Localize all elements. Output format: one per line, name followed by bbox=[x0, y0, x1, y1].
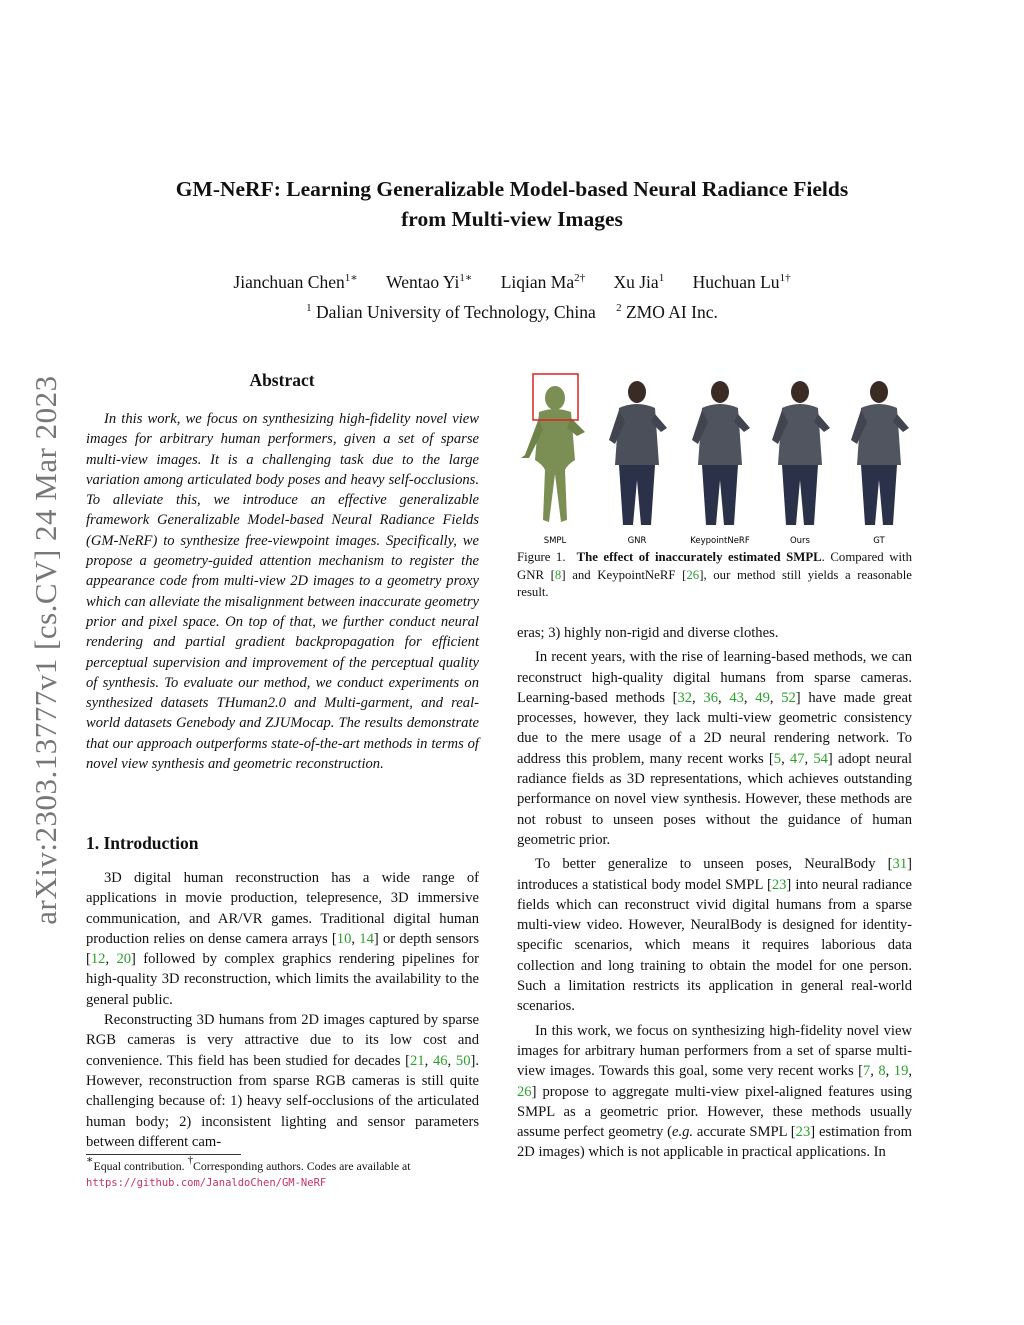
citation-link[interactable]: 32 bbox=[677, 689, 693, 706]
author: Wentao $Yi^{1∗}$ bbox=[386, 272, 473, 292]
abstract-text: In this work, we focus on synthesizing high-fidelity novel view images for arbitrary human performers, given a set of sparse multi-view images. It is a challenging task due to the large variation among articulated body poses and heavy self-occlusions. To alleviate this, we introduce an effective generalizable framework Generalizable Model-based Neural Radiance Fields (GM-NeRF) to synthesize free-viewpoint images. Specifically, we propose a geometry-guided attention mechanism to register the appearance code from multi-view 2D images to a geometry proxy which can alleviate the misalignment between inaccurate geometry prior and pixel space. On top of that, we further conduct neural rendering and partial gradient backpropagation for efficient perceptual supervision and improvement of the perceptual quality of synthesis. To evaluate our method, we conduct experiments on synthesized datasets THuman2.0 and Multi-garment, and real-world datasets Genebody and ZJUMocap. The results demonstrate that our approach outperforms state-of-the-art methods in terms of novel view synthesis and geometric reconstruction. bbox=[86, 411, 479, 773]
author: Huchuan $Lu^{1\dagger}$ bbox=[692, 272, 791, 292]
abstract-heading: Abstract bbox=[249, 370, 315, 390]
citation-link[interactable]: 12 bbox=[90, 951, 106, 968]
author-list bbox=[0, 270, 1024, 294]
citation-link[interactable]: 5 bbox=[773, 750, 782, 767]
gnr-figure bbox=[609, 381, 667, 525]
figure-label-gnr: GNR bbox=[627, 536, 647, 545]
keypointnerf-figure bbox=[692, 381, 750, 525]
citation-link[interactable]: 54 bbox=[813, 750, 828, 767]
citation-link[interactable]: 23 bbox=[771, 876, 787, 893]
citation-link[interactable]: 31 bbox=[892, 856, 908, 873]
citation-link[interactable]: 46 bbox=[432, 1052, 448, 1069]
affiliation: $^1$ Dalian University of Technology, China bbox=[306, 302, 596, 322]
citation-link[interactable]: 8 bbox=[878, 1063, 886, 1080]
arxiv-stamp: arXiv:2303.13777v1 [cs.CV] 24 Mar 2023 bbox=[28, 375, 63, 925]
citation-link[interactable]: 50 bbox=[455, 1052, 471, 1069]
title-line-2: from Multi-view Images bbox=[401, 207, 623, 231]
author: Liqian $Ma^{2\dagger}$ bbox=[500, 272, 586, 292]
code-url-link[interactable]: https://github.com/JanaldoChen/GM-NeRF bbox=[86, 1177, 327, 1189]
figure-1-caption: Figure 1. The effect of inaccurately estimated SMPL. Compared with GNR [8] and KeypointNeRF [26], our method still yields a reasonable result. bbox=[517, 550, 912, 600]
smpl-figure bbox=[521, 374, 585, 522]
citation-link[interactable]: 26 bbox=[686, 567, 700, 582]
citation-link[interactable]: 52 bbox=[781, 689, 796, 706]
citation-link[interactable]: 47 bbox=[789, 750, 805, 767]
citation-link[interactable]: 49 bbox=[755, 689, 770, 706]
figure-1-image bbox=[517, 370, 912, 545]
citation-link[interactable]: 19 bbox=[893, 1063, 909, 1080]
citation-link[interactable]: 23 bbox=[795, 1124, 811, 1141]
paragraph: 3D digital human reconstruction has a wide range of applications in movie production, telepresence, 3D immersive communication, and AR/VR games. Traditional digital human production relies on dense camera arrays [10, 14] or depth sensors [12, 20] followed by complex graphics rendering pipelines for high-quality 3D reconstruction, which limits the availability to the general public. bbox=[86, 870, 480, 1008]
citation-link[interactable]: 14 bbox=[359, 930, 374, 947]
figure-1 bbox=[517, 370, 912, 545]
affiliation: $^2$ ZMO AI Inc. bbox=[616, 302, 718, 322]
paragraph: In this work, we focus on synthesizing high-fidelity novel view images for arbitrary human performers from a set of sparse multi-view images. Towards this goal, some very recent works [7, 8, 19, 26] propose to aggregate multi-view pixel-aligned features using SMPL as a geometric prior. However, these methods usually assume perfect geometry (e.g. accurate SMPL [23] estimation from 2D images) which is not applicable in practical applications. In bbox=[517, 1022, 913, 1161]
section-heading-introduction: 1. Introduction bbox=[86, 833, 199, 853]
citation-link[interactable]: 43 bbox=[729, 689, 744, 706]
citation-link[interactable]: 7 bbox=[862, 1063, 871, 1080]
paragraph: In recent years, with the rise of learning-based methods, we can reconstruct high-quality digital humans from sparse cameras. Learning-based methods [32, 36, 43, 49, 52] have made great processes, however, they lack multi-view geometric consistency due to the mere usage of a 2D neural rendering network. To address this problem, many recent works [5, 47, 54] adopt neural radiance fields as 3D representations, which achieves outstanding performance on novel view synthesis. However, these methods are not robust to unseen poses without the guidance of human geometric prior. bbox=[517, 649, 913, 848]
title-line-1: GM-NeRF: Learning Generalizable Model-based Neural Radiance Fields bbox=[175, 177, 849, 201]
paragraph: eras; 3) highly non-rigid and diverse clothes. bbox=[517, 625, 779, 641]
figure-label-gt: GT bbox=[873, 536, 885, 545]
paragraph: To better generalize to unseen poses, NeuralBody [31] introduces a statistical body model SMPL [23] into neural radiance fields which can reconstruct vivid digital humans from a sparse multi-view video. However, NeuralBody is designed for identity-specific scenarios, which means it requires laborious data collection and long training to obtain the model for one person. Such a limitation restricts its application in general real-world scenarios. bbox=[517, 856, 913, 1015]
gt-figure bbox=[851, 381, 909, 525]
figure-label-ours: Ours bbox=[789, 536, 811, 545]
intro-right-column bbox=[517, 623, 912, 1167]
citation-link[interactable]: 8 bbox=[554, 567, 562, 582]
paper-title bbox=[0, 174, 1024, 234]
affiliations bbox=[0, 300, 1024, 324]
paragraph: Reconstructing 3D humans from 2D images captured by sparse RGB cameras is very attractive due to its low cost and convenience. This field has been studied for decades [21, 46, 50]. However, reconstruction from sparse RGB cameras is still quite challenging because of: 1) heavy self-occlusions of the articulated human body; 2) inconsistent lighting and sensor parameters between different cam- bbox=[86, 1012, 480, 1150]
citation-link[interactable]: 26 bbox=[517, 1083, 532, 1100]
ours-figure bbox=[772, 381, 830, 525]
footnote: ∗Equal contribution. †Corresponding authors. Codes are available at https://github.com/JanaldoChen/GM-NeRF bbox=[86, 1154, 411, 1189]
citation-link[interactable]: 20 bbox=[116, 951, 132, 968]
citation-link[interactable]: 10 bbox=[336, 930, 352, 947]
author: Xu Jia$^1$ bbox=[613, 272, 665, 292]
citation-link[interactable]: 21 bbox=[409, 1052, 425, 1069]
figure-label-keypointnerf: KeypointNeRF bbox=[690, 536, 750, 545]
figure-label-smpl: SMPL bbox=[543, 536, 567, 545]
footnote-rule bbox=[86, 1154, 241, 1155]
intro-left-column bbox=[86, 868, 479, 1152]
citation-link[interactable]: 36 bbox=[703, 689, 718, 706]
author: Jianchuan Chen$^{1∗}$ bbox=[233, 272, 358, 292]
